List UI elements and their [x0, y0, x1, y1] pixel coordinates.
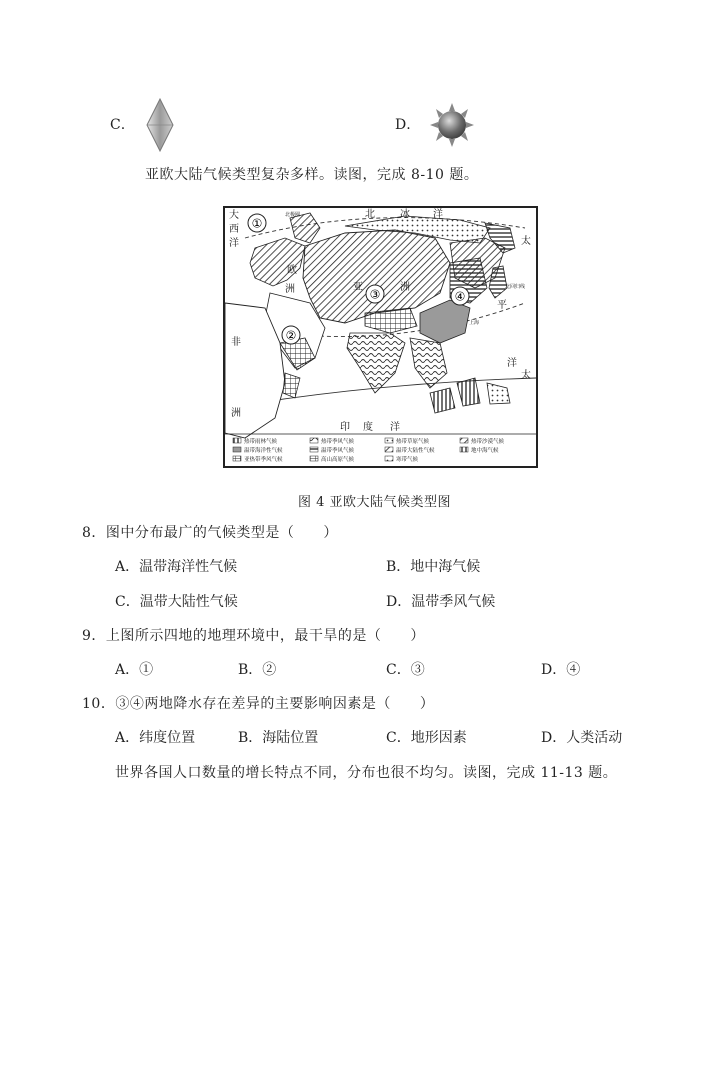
q10-stem: 10．③④两地降水存在差异的主要影响因素是（ ） — [82, 696, 435, 712]
label-bei: 北 — [365, 209, 375, 220]
legend-4: 温带海洋性气候 — [244, 448, 283, 454]
climate-map-graphic — [225, 208, 536, 466]
label-xi: 西 — [229, 224, 239, 235]
legend-5: 温带季风气候 — [321, 448, 355, 454]
legend-7: 地中海气候 — [471, 448, 499, 454]
q10-option-a[interactable]: A．纬度位置 — [115, 730, 196, 746]
intro-8-10: 亚欧大陆气候类型复杂多样。读图，完成 8-10 题。 — [145, 167, 479, 183]
label-zhou-eu: 洲 — [285, 284, 295, 295]
label-ou: 欧 — [287, 265, 297, 276]
q9-option-a[interactable]: A．① — [115, 662, 154, 678]
label-ping: 平 — [497, 300, 507, 311]
label-yang4: 洋 — [390, 422, 400, 433]
marker-3: ③ — [369, 287, 381, 302]
label-tropic: 北回归线 — [505, 284, 526, 290]
legend-2: 热带草原气候 — [396, 439, 430, 445]
label-yang1: 洋 — [229, 238, 239, 249]
legend-10: 寒带气候 — [396, 457, 419, 463]
legend-9: 高山高原气候 — [321, 457, 355, 463]
label-bing: 冰 — [400, 209, 410, 220]
label-fei: 非 — [231, 337, 241, 348]
eurasia-climate-map — [223, 206, 538, 468]
label-arctic-circle: 北极圈 — [285, 212, 301, 218]
q9-option-c[interactable]: C．③ — [386, 662, 425, 678]
label-yang2: 洋 — [433, 209, 443, 220]
q10-option-d[interactable]: D．人类活动 — [541, 730, 623, 746]
marker-1: ① — [251, 216, 263, 231]
q10-option-c[interactable]: C．地形因素 — [386, 730, 467, 746]
label-da: 大 — [229, 210, 239, 221]
q10-option-b[interactable]: B．海陆位置 — [238, 730, 319, 746]
q8-option-d[interactable]: D．温带季风气候 — [386, 594, 496, 610]
label-du: 度 — [363, 422, 373, 433]
gear-sun-icon — [428, 103, 476, 147]
label-tai1: 太 — [521, 236, 531, 247]
q8-option-c[interactable]: C．温带大陆性气候 — [115, 594, 238, 610]
diamond-gradient-icon — [145, 98, 175, 152]
option-c-label: C. — [110, 117, 126, 133]
legend-0: 热带雨林气候 — [244, 439, 278, 445]
option-d-label: D. — [395, 117, 412, 133]
q9-option-b[interactable]: B．② — [238, 662, 277, 678]
label-shanghai: 上海 — [469, 320, 480, 326]
q8-option-a[interactable]: A．温带海洋性气候 — [115, 559, 238, 575]
label-ya: 亚 — [353, 282, 363, 293]
label-yang3: 洋 — [507, 358, 517, 369]
q9-option-d[interactable]: D．④ — [541, 662, 581, 678]
label-tai2: 太 — [521, 370, 531, 381]
map-caption: 图 4 亚欧大陆气候类型图 — [298, 495, 452, 510]
q8-option-b[interactable]: B．地中海气候 — [386, 559, 481, 575]
legend-8: 亚热带季风气候 — [244, 457, 283, 463]
q9-stem: 9．上图所示四地的地理环境中，最干旱的是（ ） — [82, 628, 425, 644]
label-zhou-as: 洲 — [400, 282, 410, 293]
marker-2: ② — [285, 328, 297, 343]
label-yin: 印 — [340, 422, 350, 433]
marker-4: ④ — [454, 289, 466, 304]
label-zhou-af: 洲 — [231, 408, 241, 419]
intro-11-13: 世界各国人口数量的增长特点不同，分布也很不均匀。读图，完成 11-13 题。 — [115, 765, 618, 781]
legend-6: 温带大陆性气候 — [396, 448, 435, 454]
legend-1: 热带季风气候 — [321, 439, 355, 445]
q8-stem: 8．图中分布最广的气候类型是（ ） — [82, 525, 338, 541]
legend-3: 热带沙漠气候 — [471, 439, 505, 445]
